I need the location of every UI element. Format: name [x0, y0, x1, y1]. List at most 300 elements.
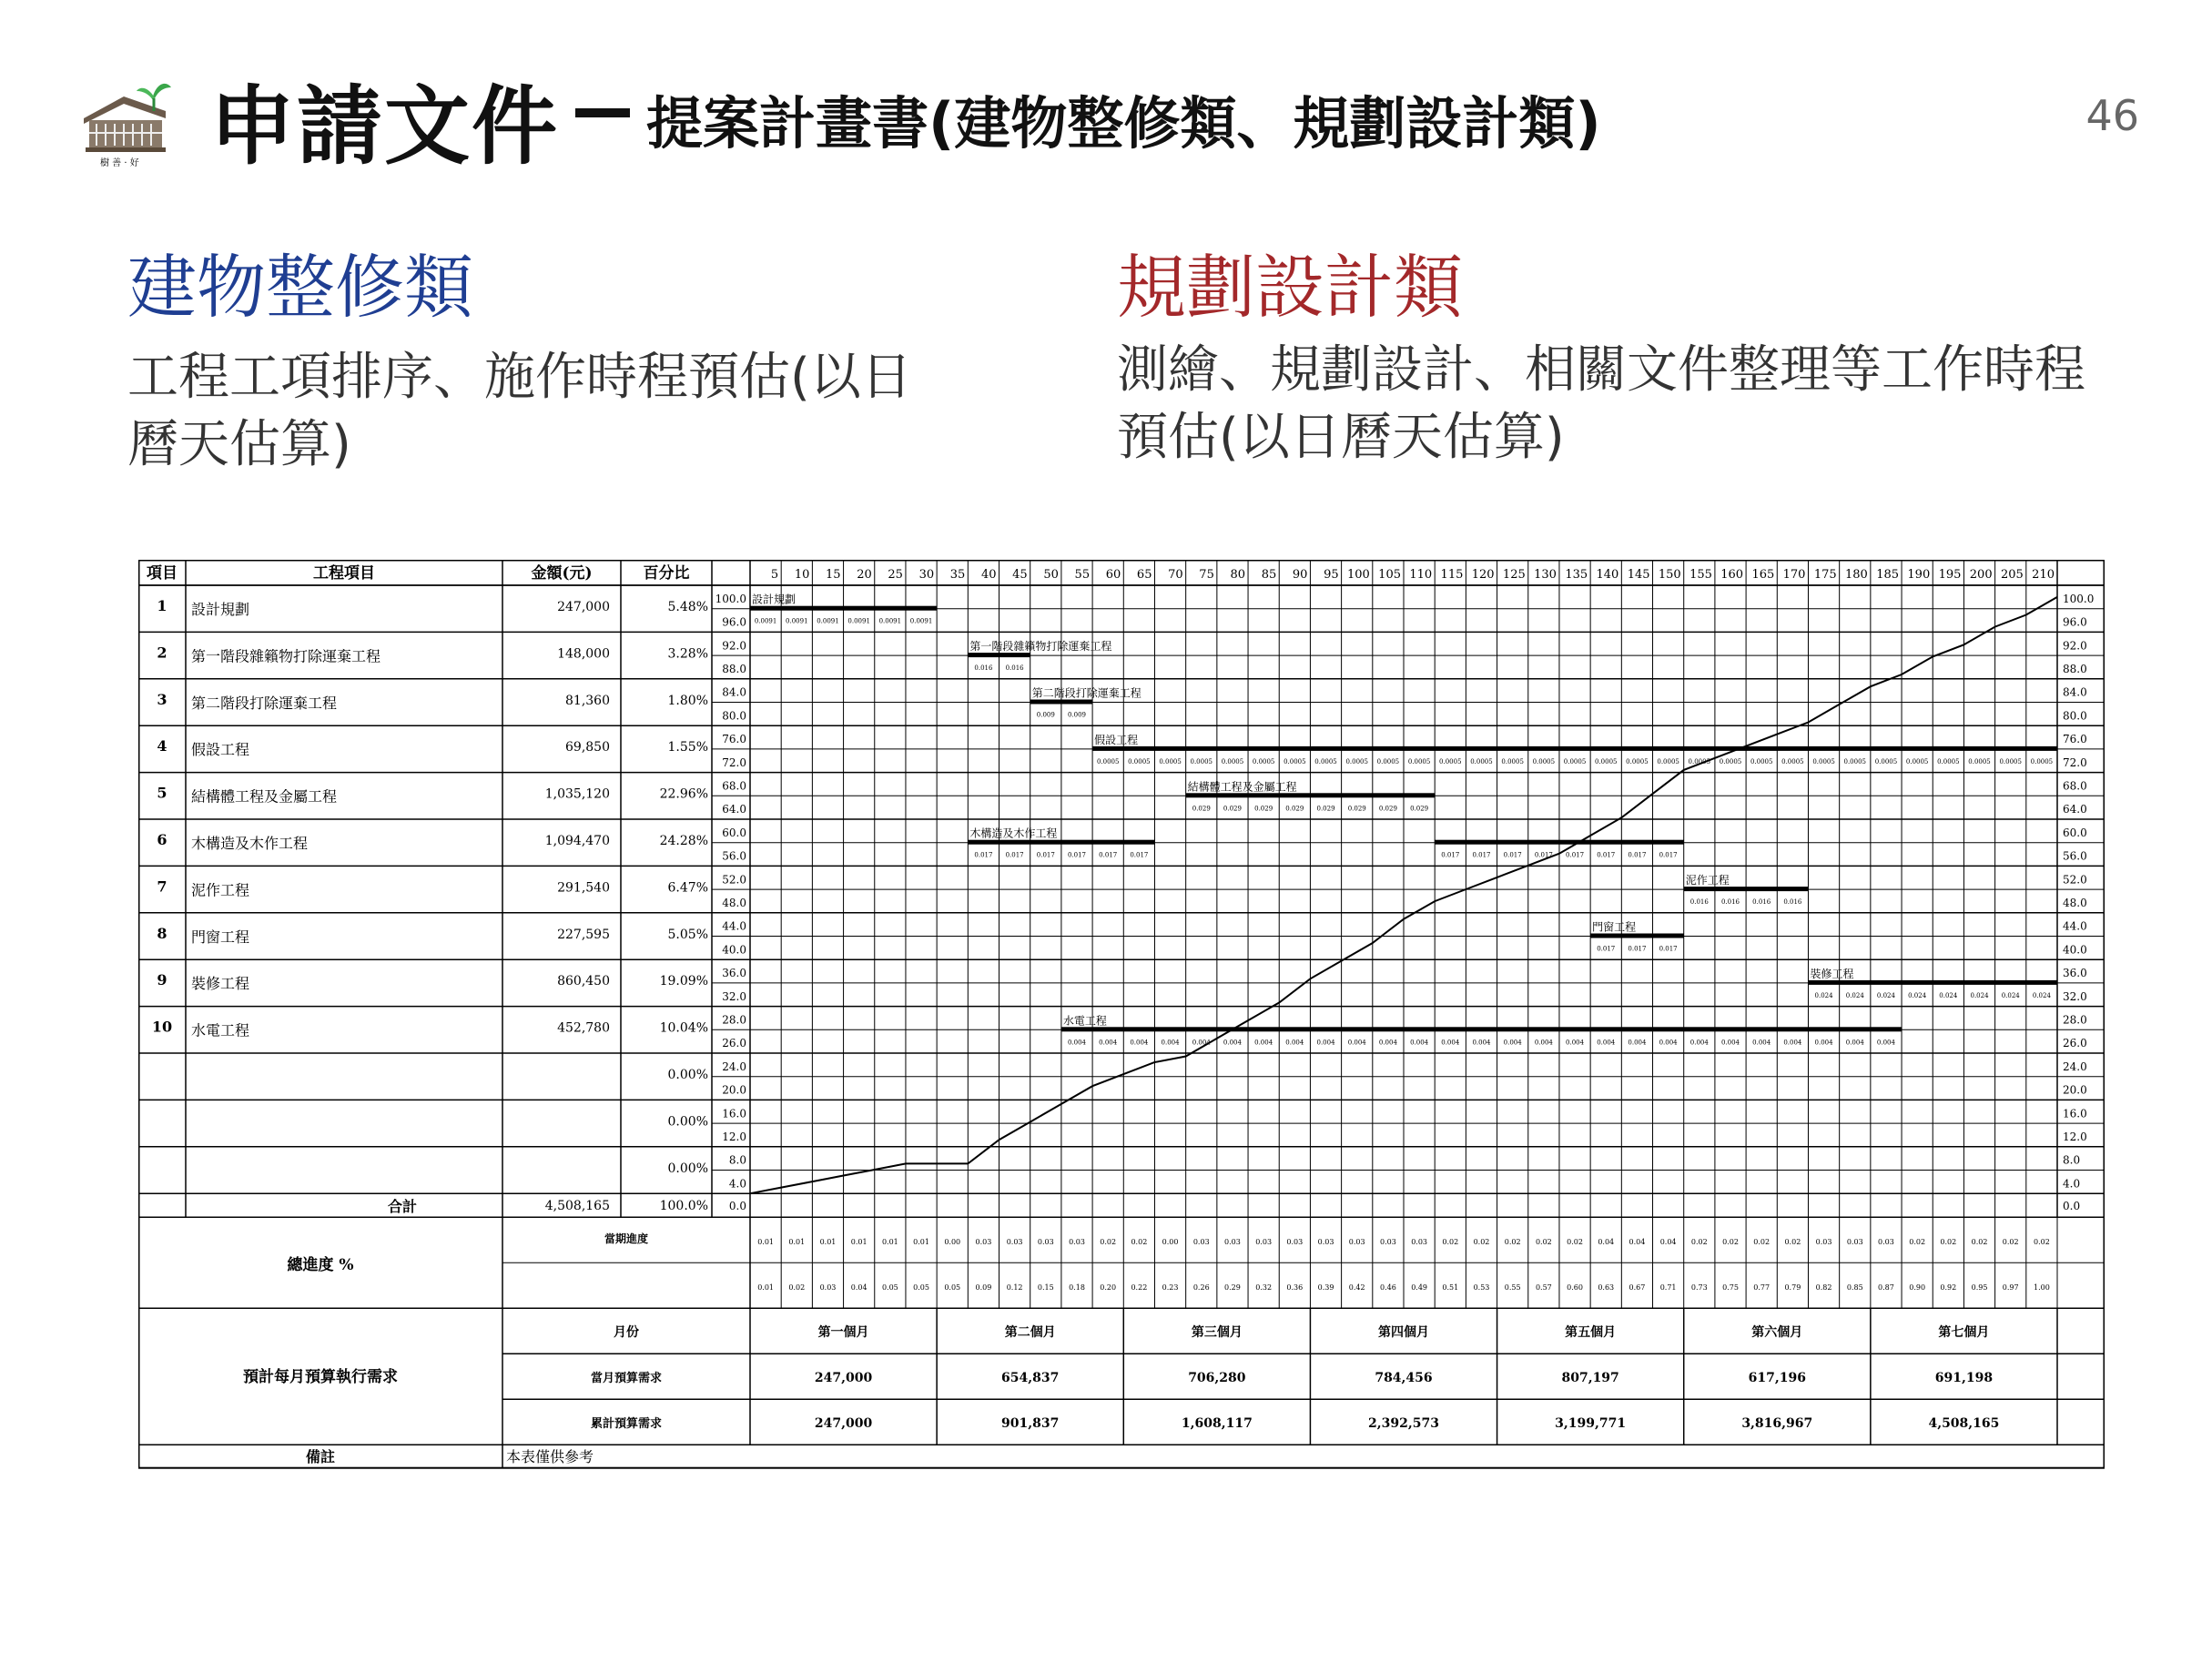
budget-month: 第七個月 — [1938, 1325, 1990, 1341]
left-column-body: 工程工項排序、施作時程預估(以日曆天估算) — [127, 348, 912, 474]
progress-current-value: 0.04 — [1659, 1238, 1677, 1247]
gantt-increment: 0.029 — [1254, 805, 1273, 813]
gantt-increment: 0.004 — [1503, 1039, 1522, 1047]
gantt-increment: 0.004 — [1720, 1039, 1740, 1047]
progress-current-value: 0.03 — [975, 1238, 992, 1247]
gantt-increment: 0.0005 — [1688, 757, 1711, 766]
gantt-increment: 0.017 — [1534, 851, 1553, 859]
gantt-increment: 0.024 — [1970, 991, 1989, 999]
title-subtitle: 提案計畫書(建物整修類、規劃設計類) — [646, 89, 1601, 157]
progress-cumulative-value: 0.29 — [1224, 1283, 1241, 1293]
day-tick-label: 90 — [1292, 568, 1308, 582]
item-name: 第二階段打除運棄工程 — [191, 694, 338, 712]
progress-tick-right: 44.0 — [2063, 919, 2087, 933]
progress-tick-left: 24.0 — [722, 1060, 746, 1073]
gantt-increment: 0.0005 — [1190, 757, 1213, 766]
progress-cumulative-value: 0.75 — [1722, 1283, 1739, 1293]
gantt-bar-label: 裝修工程 — [1810, 967, 1854, 980]
progress-tick-left: 20.0 — [722, 1083, 746, 1097]
budget-month: 第四個月 — [1378, 1325, 1429, 1341]
progress-current-value: 0.03 — [1411, 1238, 1428, 1247]
progress-current-value: 0.03 — [1286, 1238, 1304, 1247]
gantt-bar — [750, 606, 937, 611]
budget-month: 第五個月 — [1565, 1325, 1617, 1341]
gantt-increment: 0.0091 — [847, 617, 870, 625]
budget-month: 第六個月 — [1751, 1325, 1803, 1341]
gantt-increment: 0.004 — [1845, 1039, 1864, 1047]
day-tick-label: 190 — [1907, 568, 1931, 582]
day-tick-label: 45 — [1012, 568, 1028, 582]
gantt-increment: 0.017 — [1566, 851, 1585, 859]
gantt-increment: 0.024 — [1845, 991, 1864, 999]
gantt-increment: 0.029 — [1316, 805, 1335, 813]
day-tick-label: 185 — [1876, 568, 1900, 582]
progress-cumulative-value: 0.73 — [1690, 1283, 1708, 1293]
item-amount: 291,540 — [557, 880, 610, 896]
progress-current-value: 0.02 — [1567, 1238, 1583, 1247]
gantt-increment: 0.0091 — [786, 617, 808, 625]
item-number: 5 — [157, 784, 167, 802]
progress-cumulative-value: 0.05 — [944, 1283, 961, 1293]
budget-cumulative-value: 2,392,573 — [1368, 1416, 1439, 1432]
gantt-increment: 0.017 — [1005, 851, 1024, 859]
item-percent: 1.80% — [667, 693, 708, 708]
budget-cumulative-value: 3,199,771 — [1555, 1416, 1627, 1432]
day-tick-label: 200 — [1969, 568, 1993, 582]
progress-cumulative-value: 0.26 — [1192, 1283, 1210, 1293]
page-title — [209, 55, 1601, 182]
item-number: 4 — [157, 737, 167, 755]
progress-cumulative-value: 0.95 — [1971, 1283, 1988, 1293]
gantt-increment: 0.016 — [1720, 898, 1740, 907]
item-name: 水電工程 — [191, 1021, 250, 1039]
progress-tick-right: 68.0 — [2063, 779, 2087, 793]
budget-cumulative-label: 累計預算需求 — [590, 1417, 663, 1432]
gantt-increment: 0.029 — [1378, 805, 1397, 813]
progress-cumulative-value: 0.67 — [1629, 1283, 1646, 1293]
item-percent: 3.28% — [667, 646, 708, 662]
progress-current-value: 0.02 — [1909, 1238, 1926, 1247]
progress-current-value: 0.02 — [1100, 1238, 1117, 1247]
item-amount: 227,595 — [557, 927, 610, 942]
gantt-bar-label: 水電工程 — [1062, 1014, 1107, 1028]
day-tick-label: 125 — [1502, 568, 1526, 582]
budget-month: 第一個月 — [817, 1325, 869, 1341]
progress-tick-left: 56.0 — [722, 849, 746, 863]
gantt-increment: 0.004 — [1597, 1039, 1616, 1047]
progress-cumulative-value: 0.79 — [1784, 1283, 1801, 1293]
progress-tick-right: 28.0 — [2063, 1013, 2087, 1027]
item-number: 6 — [157, 831, 167, 848]
item-name: 第一階段雜籟物打除運棄工程 — [191, 647, 381, 665]
progress-current-value: 0.04 — [1629, 1238, 1646, 1247]
gantt-increment: 0.017 — [1628, 851, 1647, 859]
item-number: 3 — [157, 690, 167, 708]
progress-current-value: 0.01 — [819, 1238, 837, 1247]
progress-cumulative-value: 0.05 — [913, 1283, 929, 1293]
progress-current-value: 0.02 — [2002, 1238, 2019, 1247]
gantt-increment: 0.004 — [1254, 1039, 1273, 1047]
gantt-bar — [1061, 1027, 1902, 1031]
gantt-increment: 0.004 — [1783, 1039, 1802, 1047]
day-tick-label: 135 — [1565, 568, 1588, 582]
gantt-increment: 0.024 — [1814, 991, 1833, 999]
day-tick-label: 175 — [1813, 568, 1837, 582]
budget-current-value: 654,837 — [1001, 1371, 1060, 1386]
progress-tick-left: 4.0 — [728, 1177, 746, 1191]
gantt-increment: 0.0005 — [1376, 757, 1400, 766]
gantt-increment: 0.017 — [1036, 851, 1055, 859]
progress-tick-left: 36.0 — [722, 967, 746, 980]
progress-cumulative-value: 0.18 — [1069, 1283, 1085, 1293]
progress-tick-left: 48.0 — [722, 896, 746, 909]
item-amount: 247,000 — [557, 600, 610, 614]
day-tick-label: 110 — [1409, 568, 1433, 582]
item-name: 設計規劃 — [191, 601, 250, 618]
progress-tick-left: 80.0 — [722, 709, 746, 723]
right-column-body: 測繪、規劃設計、相關文件整理等工作時程預估(以日曆天估算) — [1117, 340, 2085, 467]
item-name: 泥作工程 — [191, 881, 250, 899]
gantt-increment: 0.017 — [1472, 851, 1491, 859]
day-tick-label: 205 — [2000, 568, 2024, 582]
progress-tick-right: 92.0 — [2063, 639, 2087, 653]
day-tick-label: 15 — [826, 568, 841, 582]
gantt-increment: 0.017 — [1597, 945, 1616, 953]
page-number: 46 — [2085, 91, 2139, 140]
progress-cumulative-value: 0.03 — [819, 1283, 837, 1293]
total-label: 合計 — [387, 1198, 418, 1216]
progress-tick-left: 52.0 — [722, 873, 746, 887]
day-tick-label: 105 — [1378, 568, 1401, 582]
item-name: 門窗工程 — [191, 928, 250, 946]
gantt-increment: 0.004 — [1099, 1039, 1118, 1047]
header-name: 工程項目 — [313, 564, 375, 583]
day-tick-label: 30 — [918, 568, 935, 582]
progress-tick-right: 40.0 — [2063, 943, 2087, 957]
day-tick-label: 25 — [888, 568, 903, 582]
progress-cumulative-value: 0.92 — [1940, 1283, 1957, 1293]
gantt-increment: 0.0005 — [1096, 757, 1120, 766]
progress-tick-left: 26.0 — [722, 1037, 746, 1050]
gantt-increment: 0.0005 — [1812, 757, 1835, 766]
gantt-increment: 0.0005 — [1874, 757, 1898, 766]
gantt-increment: 0.0005 — [1345, 757, 1368, 766]
progress-current-value: 0.02 — [1971, 1238, 1988, 1247]
gantt-increment: 0.004 — [1316, 1039, 1335, 1047]
gantt-increment: 0.029 — [1192, 805, 1211, 813]
gantt-increment: 0.009 — [1067, 711, 1087, 719]
progress-tick-right: 80.0 — [2063, 709, 2087, 723]
progress-tick-right: 0.0 — [2063, 1200, 2081, 1213]
gantt-increment: 0.0005 — [1968, 757, 1991, 766]
gantt-increment: 0.016 — [1783, 898, 1802, 907]
gantt-bar-label: 木構造及木作工程 — [969, 826, 1058, 840]
total-percent: 100.0% — [659, 1199, 708, 1214]
gantt-increment: 0.0005 — [1221, 757, 1244, 766]
gantt-increment: 0.0005 — [1719, 757, 1742, 766]
progress-current-value: 0.03 — [1379, 1238, 1396, 1247]
gantt-bar — [1808, 980, 2057, 985]
gantt-increment: 0.0005 — [1252, 757, 1275, 766]
progress-tick-left: 72.0 — [722, 755, 746, 769]
budget-current-value: 247,000 — [814, 1371, 873, 1386]
progress-cumulative-value: 0.32 — [1255, 1283, 1273, 1293]
progress-cumulative-value: 0.15 — [1037, 1283, 1054, 1293]
budget-current-value: 784,456 — [1375, 1371, 1433, 1386]
gantt-increment: 0.017 — [1503, 851, 1522, 859]
day-tick-label: 10 — [794, 568, 810, 582]
progress-cumulative-value: 0.05 — [881, 1283, 898, 1293]
progress-tick-right: 36.0 — [2063, 967, 2087, 980]
gantt-increment: 0.0091 — [878, 617, 902, 625]
gantt-bar — [1684, 887, 1809, 891]
progress-tick-left: 0.0 — [728, 1200, 746, 1213]
gantt-bar-label: 泥作工程 — [1685, 874, 1730, 887]
gantt-increment: 0.0091 — [909, 617, 933, 625]
progress-tick-right: 100.0 — [2063, 592, 2095, 605]
day-tick-label: 95 — [1324, 568, 1339, 582]
day-tick-label: 195 — [1938, 568, 1962, 582]
budget-cumulative-value: 901,837 — [1001, 1416, 1060, 1432]
progress-cumulative-value: 0.49 — [1411, 1283, 1428, 1293]
progress-cumulative-value: 0.63 — [1598, 1283, 1615, 1293]
remarks-label: 備註 — [305, 1448, 336, 1466]
day-tick-label: 55 — [1074, 568, 1091, 582]
progress-tick-left: 40.0 — [722, 943, 746, 957]
progress-cumulative-value: 0.20 — [1100, 1283, 1117, 1293]
gantt-increment: 0.017 — [1067, 851, 1087, 859]
gantt-increment: 0.024 — [2032, 991, 2051, 999]
progress-current-value: 0.01 — [788, 1238, 806, 1247]
gantt-bar — [1092, 746, 2057, 751]
progress-current-value: 0.02 — [1690, 1238, 1708, 1247]
gantt-increment: 0.0005 — [1657, 757, 1679, 766]
progress-current-value: 0.03 — [1037, 1238, 1054, 1247]
item-name: 結構體工程及金屬工程 — [191, 787, 338, 806]
day-tick-label: 155 — [1689, 568, 1712, 582]
progress-row1-label: 當期進度 — [604, 1232, 649, 1246]
gantt-increment: 0.004 — [1472, 1039, 1491, 1047]
gantt-increment: 0.016 — [1752, 898, 1771, 907]
item-percent: 5.48% — [667, 600, 708, 614]
item-amount: 1,035,120 — [544, 786, 610, 802]
day-tick-label: 40 — [980, 568, 997, 582]
progress-cumulative-value: 0.60 — [1567, 1283, 1583, 1293]
gantt-increment: 0.0005 — [1532, 757, 1556, 766]
item-number: 2 — [157, 644, 167, 662]
gantt-increment: 0.0005 — [2030, 757, 2054, 766]
progress-tick-left: 96.0 — [722, 615, 746, 629]
gantt-increment: 0.024 — [1939, 991, 1958, 999]
progress-tick-right: 64.0 — [2063, 803, 2087, 816]
gantt-increment: 0.017 — [1628, 945, 1647, 953]
gantt-increment: 0.0091 — [754, 617, 777, 625]
progress-tick-left: 84.0 — [722, 685, 746, 699]
progress-current-value: 0.02 — [1535, 1238, 1552, 1247]
title-main: 申請文件 — [209, 76, 560, 177]
item-percent: 0.00% — [667, 1068, 708, 1082]
progress-label: 總進度 % — [287, 1256, 354, 1275]
gantt-bar-label: 假設工程 — [1094, 733, 1139, 746]
day-tick-label: 160 — [1720, 568, 1744, 582]
progress-tick-right: 84.0 — [2063, 685, 2087, 699]
gantt-increment: 0.0005 — [1563, 757, 1587, 766]
progress-tick-right: 4.0 — [2063, 1177, 2081, 1191]
item-amount: 1,094,470 — [544, 834, 610, 848]
progress-current-value: 0.00 — [944, 1238, 961, 1247]
progress-current-value: 0.03 — [1006, 1238, 1023, 1247]
gantt-increment: 0.0005 — [1843, 757, 1867, 766]
item-amount: 860,450 — [557, 974, 610, 989]
progress-cumulative-value: 0.53 — [1473, 1283, 1490, 1293]
day-tick-label: 50 — [1043, 568, 1059, 582]
progress-current-value: 0.01 — [913, 1238, 929, 1247]
day-tick-label: 140 — [1596, 568, 1619, 582]
item-number: 10 — [151, 1018, 173, 1036]
progress-cumulative-value: 0.51 — [1442, 1283, 1459, 1293]
item-amount: 81,360 — [565, 693, 610, 708]
gantt-increment: 0.004 — [1814, 1039, 1833, 1047]
gantt-increment: 0.004 — [1378, 1039, 1397, 1047]
progress-current-value: 0.02 — [1940, 1238, 1957, 1247]
progress-tick-right: 12.0 — [2063, 1130, 2087, 1143]
gantt-increment: 0.004 — [1752, 1039, 1771, 1047]
gantt-increment: 0.0005 — [1594, 757, 1618, 766]
progress-current-value: 0.03 — [1069, 1238, 1085, 1247]
day-tick-label: 60 — [1105, 568, 1121, 582]
remarks-text: 本表僅供參考 — [506, 1448, 594, 1466]
progress-tick-right: 26.0 — [2063, 1037, 2087, 1050]
item-percent: 1.55% — [667, 740, 708, 755]
gantt-bar — [1435, 840, 1684, 845]
gantt-bar — [1186, 793, 1436, 797]
budget-current-value: 691,198 — [1934, 1371, 1994, 1386]
progress-tick-right: 32.0 — [2063, 989, 2087, 1003]
day-tick-label: 145 — [1627, 568, 1650, 582]
progress-current-value: 0.04 — [1598, 1238, 1615, 1247]
gantt-increment: 0.004 — [1161, 1039, 1180, 1047]
progress-cumulative-value: 0.39 — [1317, 1283, 1334, 1293]
budget-cumulative-value: 3,816,967 — [1741, 1416, 1813, 1432]
gantt-bar — [1590, 934, 1684, 938]
gantt-bar — [1030, 700, 1092, 705]
gantt-increment: 0.004 — [1876, 1039, 1895, 1047]
progress-current-value: 0.01 — [757, 1238, 775, 1247]
progress-current-value: 0.02 — [1753, 1238, 1771, 1247]
item-amount: 69,850 — [565, 740, 610, 755]
item-percent: 24.28% — [659, 834, 708, 848]
gantt-increment: 0.004 — [1410, 1039, 1429, 1047]
progress-cumulative-value: 0.46 — [1379, 1283, 1396, 1293]
gantt-increment: 0.0005 — [1284, 757, 1306, 766]
progress-current-value: 0.03 — [1224, 1238, 1241, 1247]
gantt-increment: 0.0005 — [1937, 757, 1960, 766]
gantt-increment: 0.004 — [1534, 1039, 1553, 1047]
progress-cumulative-value: 0.42 — [1348, 1283, 1365, 1293]
budget-month: 第二個月 — [1004, 1325, 1056, 1341]
item-percent: 0.00% — [667, 1161, 708, 1176]
item-percent: 0.00% — [667, 1114, 708, 1130]
gantt-bar-label: 門窗工程 — [1592, 920, 1637, 934]
progress-current-value: 0.00 — [1162, 1238, 1179, 1247]
gantt-increment: 0.016 — [974, 664, 993, 673]
budget-current-value: 706,280 — [1188, 1371, 1246, 1386]
progress-tick-left: 28.0 — [722, 1013, 746, 1027]
progress-cumulative-value: 0.97 — [2002, 1283, 2019, 1293]
gantt-increment: 0.004 — [1223, 1039, 1242, 1047]
progress-tick-right: 72.0 — [2063, 755, 2087, 769]
item-amount: 148,000 — [557, 646, 610, 662]
progress-tick-left: 64.0 — [722, 803, 746, 816]
gantt-increment: 0.0005 — [1470, 757, 1493, 766]
progress-current-value: 0.02 — [1442, 1238, 1459, 1247]
gantt-increment: 0.0005 — [1999, 757, 2022, 766]
gantt-increment: 0.029 — [1223, 805, 1242, 813]
progress-current-value: 0.02 — [2033, 1238, 2050, 1247]
day-tick-label: 85 — [1261, 568, 1277, 582]
progress-current-value: 0.03 — [1255, 1238, 1273, 1247]
item-percent: 19.09% — [659, 974, 708, 989]
progress-cumulative-value: 0.57 — [1535, 1283, 1552, 1293]
gantt-increment: 0.024 — [1908, 991, 1927, 999]
progress-cumulative-value: 0.87 — [1878, 1283, 1894, 1293]
progress-cumulative-value: 0.02 — [788, 1283, 806, 1293]
gantt-increment: 0.004 — [1566, 1039, 1585, 1047]
progress-tick-left: 12.0 — [722, 1130, 746, 1143]
progress-cumulative-value: 0.22 — [1131, 1283, 1148, 1293]
progress-cumulative-value: 0.55 — [1504, 1283, 1521, 1293]
gantt-increment: 0.016 — [1005, 664, 1024, 673]
gantt-bar — [968, 653, 1030, 657]
day-tick-label: 210 — [2032, 568, 2055, 582]
item-number: 8 — [157, 924, 167, 942]
gantt-increment: 0.004 — [1441, 1039, 1460, 1047]
gantt-increment: 0.004 — [1628, 1039, 1647, 1047]
gantt-increment: 0.0005 — [1781, 757, 1804, 766]
gantt-increment: 0.0005 — [1314, 757, 1337, 766]
progress-tick-right: 76.0 — [2063, 733, 2087, 746]
gantt-increment: 0.0005 — [1128, 757, 1151, 766]
budget-label: 預計每月預算執行需求 — [243, 1368, 398, 1387]
progress-tick-right: 20.0 — [2063, 1083, 2087, 1097]
progress-tick-left: 92.0 — [722, 639, 746, 653]
gantt-bar — [968, 840, 1154, 845]
total-amount: 4,508,165 — [544, 1199, 610, 1214]
day-tick-label: 180 — [1845, 568, 1868, 582]
gantt-increment: 0.0005 — [1750, 757, 1773, 766]
progress-cumulative-value: 0.77 — [1753, 1283, 1771, 1293]
gantt-bar-label: 設計規劃 — [752, 593, 797, 606]
title-dash — [575, 108, 630, 117]
progress-tick-left: 60.0 — [722, 826, 746, 839]
item-number: 1 — [157, 597, 167, 614]
progress-cumulative-value: 0.82 — [1815, 1283, 1832, 1293]
progress-tick-left: 8.0 — [728, 1153, 746, 1167]
progress-tick-left: 68.0 — [722, 779, 746, 793]
progress-current-value: 0.03 — [1192, 1238, 1210, 1247]
progress-current-value: 0.03 — [1348, 1238, 1365, 1247]
gantt-increment: 0.0091 — [817, 617, 839, 625]
gantt-increment: 0.017 — [1099, 851, 1118, 859]
gantt-increment: 0.017 — [1597, 851, 1616, 859]
progress-cumulative-value: 0.90 — [1909, 1283, 1926, 1293]
progress-tick-left: 100.0 — [715, 592, 746, 605]
logo-icon — [76, 71, 186, 171]
progress-tick-right: 24.0 — [2063, 1060, 2087, 1073]
progress-current-value: 0.01 — [881, 1238, 898, 1247]
gantt-increment: 0.004 — [1347, 1039, 1366, 1047]
gantt-increment: 0.004 — [1192, 1039, 1211, 1047]
